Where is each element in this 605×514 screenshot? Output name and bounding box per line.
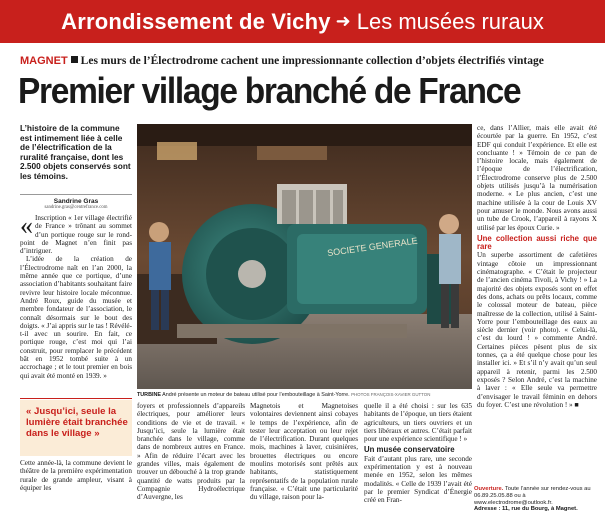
lead-paragraph: L’histoire de la commune est intimement liée à celle de l’électrification de la ruralité française, dont les 2.500 objets conservés sont les témoins. (20, 123, 131, 181)
col4-text-2: Fait d’autant plus rare, une seconde expérimentation y est à nouveau menée en 1952, selon les mêmes modalités. « Celle de 1939 l’avait été par le premier Syndicat d’Énergie créé en Fran- (364, 454, 472, 505)
col4-text: quelle il a été choisi : sur les 635 habitants de l’époque, un tiers étaient agriculteurs, un tiers ouvriers et un tiers libéraux et autres. C’était parfait pour une expérience scientifique ! » (364, 402, 472, 444)
right-arrow-icon: ➜ (335, 11, 351, 32)
opening-label: Ouverture. (474, 486, 504, 492)
col4-subhead: Un musée conservatoire (364, 445, 455, 455)
col5-text-2: Un superbe assortiment de cafetières vintage côtoie un impressionnant cinématographe. « C’était le projecteur de l’ancien cinéma Tivoli, à Vichy ! » La majorité des objets exposés sont en effet des dons, achats ou prêts locaux, comme le colossal moteur de bateau, pièce maîtresse de la collection, utilisé à Saint-Yorre pour l’embouteillage des eaux au siècle dernier (voir photo). « Celui-là, c’est du lourd ! » commente André. Certaines pièces pèsent plus de six tonnes, ça a été quelque chose pour les installer ici. » Et s’il n’y avait qu’un seul appareil à retenir, parmi les 2.500 exposés ? Selon André, c’est la machine à laver : « Elle seule va permettre d’envisager le travail féminin en dehors du foyer. C’est une révolution ! » ■ (477, 251, 597, 409)
dropcap: « (20, 214, 33, 240)
photo-credit: PHOTOS FRANÇOIS-XAVIER GUTTON (351, 392, 431, 397)
photo-label: SOCIETE GENERALE (326, 235, 419, 259)
opening-address: Adresse : 11, rue du Bourg, à Magnet. (474, 506, 578, 513)
quote-rule (20, 398, 132, 399)
author-email: sandrine.gras@centrefrance.com (44, 205, 108, 210)
kicker-tag: MAGNET (20, 55, 68, 67)
square-bullet-icon (71, 56, 78, 63)
section-title: Arrondissement de Vichy (61, 8, 331, 34)
opening-text: Toute l’année sur rendez-vous au 06.89.25.05.88 ou à www.electrodrome@outlook.fr. (474, 486, 591, 506)
col1-bottom: Cette année-là, la commune devient le théâtre de la première expérimentation rurale de grande ampleur, visant à équiper les (20, 459, 132, 492)
col1-paragraph-2: L’idée de la création de l’Électrodrome naît en l’an 2000, la même année que ce portique, d’une association d’habitants souhaitant faire revivre leur histoire locale méconnue. André Roux, guide du musée et membre fondateur de l’association, le connaît désormais sur le bout des doigts. « J’ai appris sur le tas ! Révélé-t-il avec un sourire. En fait, ce portique rouge, c’est moi qui l’ai construit, pour remplacer le précédent bât en 1952 tombé suite à un accrochage ; et le tout premier en bois qui avait été monté en 1939. » (20, 255, 132, 380)
article-column-5 (477, 124, 597, 482)
article-column-4 (364, 402, 472, 512)
author-name: Sandrine Gras (53, 198, 99, 205)
headline: Premier village branché de France (18, 70, 521, 111)
photo-illustration (137, 124, 472, 389)
col5-text: ce, dans l’Allier, mais elle avait été écourtée par la guerre. En 1952, c’est EDF qui conduit l’expérience. Et elle est concluante ! » Témoin de ce pan de l’histoire locale, mais également de l’époque de l’électrification, l’Électrodrome conserve plus de 2.500 objets utilisés jusqu’à la numérisation moderne. « Le plus ancien, c’est une machine utilisée à la cour de Louis XV pour amuser le monde. Nous avons aussi un tube de Crook, l’appareil à rayons X utilisé par les époux Curie. » (477, 124, 597, 232)
col5-subhead: Une collection aussi riche que rare (477, 233, 597, 252)
turbine-photo (137, 124, 472, 389)
caption-text: André présente un moteur de bateau utilisé pour l’embouteillage à Saint-Yorre. (162, 392, 350, 398)
kicker (20, 55, 600, 67)
section-banner (0, 0, 605, 43)
photo-caption (137, 389, 472, 400)
topic-title: Les musées ruraux (356, 8, 544, 34)
article-column-2: foyers et professionnels d’appareils électriques, pour améliorer leurs conditions de vie et de travail. « Jusqu’ici, seule la lumière était branchée dans le village, comme dans de nombreux autres en France. » Afin de réduire l’écart avec les grandes villes, mais également de trouver un débouché à la trop grande quantité de watts produits par la Compagnie Hydroélectrique d’Auvergne, les (137, 402, 245, 502)
caption-keyword: TURBINE (137, 392, 161, 398)
col1-paragraph-1: Inscription « 1er village électrifié de France » trônant au sommet d’un portique rouge sur le rond-point de Magnet n’en finit pas d’intriguer. (20, 214, 132, 256)
kicker-text: Les murs de l’Électrodrome cachent une impressionnante collection d’objets électrifiés vintage (80, 55, 544, 67)
byline (20, 194, 132, 210)
article-column-3: Magnetois et Magnetoises volontaires deviennent ainsi cobayes le temps de l’expérience, afin de tester leur acceptation ou leur rejet de l’électrification. Durant quelques mois, machines à laver, cuisinières, brouettes électriques ou encore moulins motorisés sont prêtés aux habitants, statistiquement représentatifs de la population rurale française. « C’était une particularité du village, raison pour la- (250, 402, 358, 502)
opening-info (474, 486, 594, 513)
article-column-1 (20, 214, 132, 394)
pull-quote: « Jusqu’ici, seule la lumière était branchée dans le village » (20, 400, 132, 456)
